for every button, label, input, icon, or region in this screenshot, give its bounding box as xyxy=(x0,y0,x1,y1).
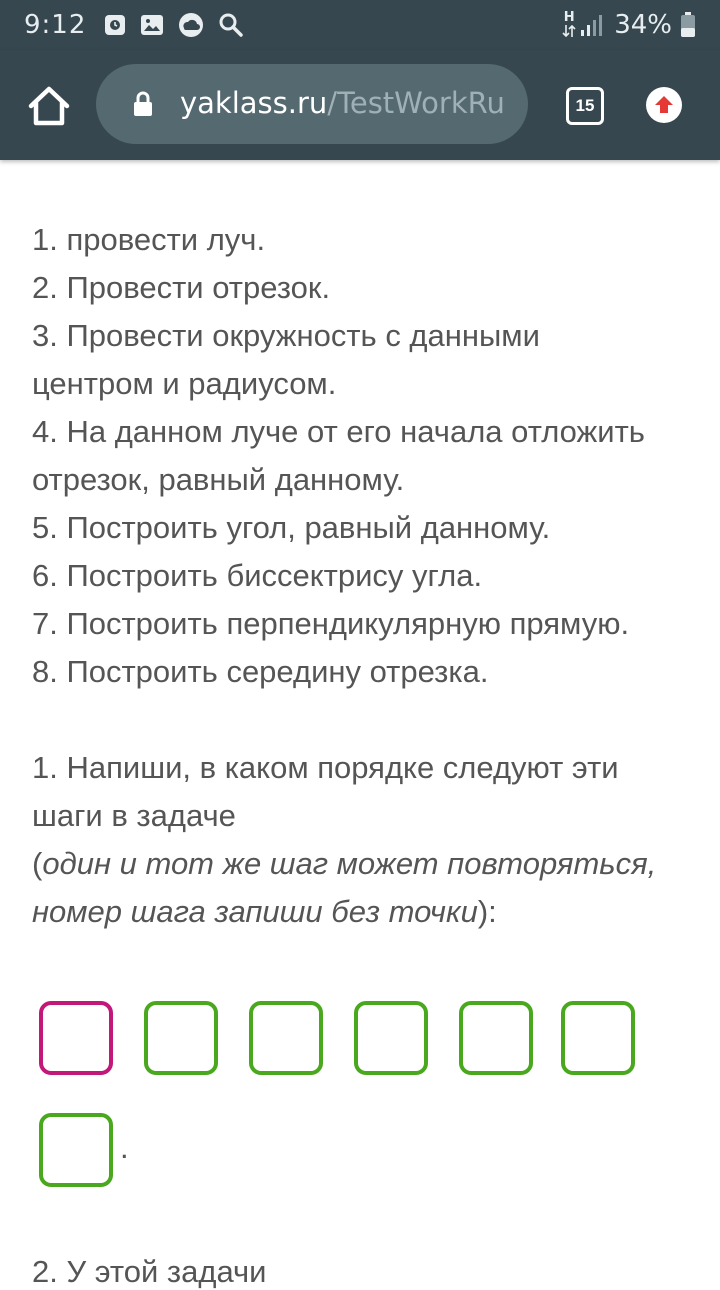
url-path: /TestWorkRu xyxy=(327,86,505,120)
step-line: отрезок, равный данному. xyxy=(32,462,405,497)
battery-icon xyxy=(680,12,696,38)
signal-icon xyxy=(580,13,604,37)
arrow-up-icon xyxy=(653,94,675,116)
answer-input-1[interactable] xyxy=(39,1001,113,1075)
task-content xyxy=(32,120,692,936)
network-letter: H xyxy=(563,10,575,25)
tab-count: 15 xyxy=(575,96,595,115)
alarm-icon xyxy=(104,14,126,36)
image-icon xyxy=(140,14,164,36)
step-line: 2. Провести отрезок. xyxy=(32,270,331,305)
lock-icon xyxy=(132,91,154,122)
search-icon xyxy=(218,12,244,38)
step-line: 3. Провести окружность с данными xyxy=(32,318,540,353)
answer-input-6[interactable] xyxy=(561,1001,635,1075)
step-line: 6. Построить биссектрису угла. xyxy=(32,558,483,593)
url-text xyxy=(180,86,505,120)
answer-input-3[interactable] xyxy=(249,1001,323,1075)
question-text: шаги в задаче xyxy=(32,798,236,833)
network-arrows-icon xyxy=(562,12,576,38)
hint-text xyxy=(32,840,692,888)
step-line: 1. провести луч. xyxy=(32,222,266,257)
step-line: 8. Построить середину отрезка. xyxy=(32,654,489,689)
answer-input-7[interactable] xyxy=(39,1113,113,1187)
status-time: 9:12 xyxy=(24,10,87,40)
answer-input-4[interactable] xyxy=(354,1001,428,1075)
hint-italic: номер шага запиши без точки xyxy=(32,894,478,929)
answer-period: . xyxy=(120,1130,129,1165)
url-domain: yaklass.ru xyxy=(180,86,328,120)
spacer xyxy=(32,168,692,216)
battery-percent: 34% xyxy=(614,10,672,40)
step-line: 5. Построить угол, равный данному. xyxy=(32,510,551,545)
answer-input-5[interactable] xyxy=(459,1001,533,1075)
hint-text xyxy=(32,888,692,936)
cloud-icon xyxy=(178,12,204,38)
question-2-partial: 2. У этой задачи xyxy=(32,1254,267,1289)
hint-paren-open: ( xyxy=(32,846,43,881)
step-line: 7. Построить перпендикулярную прямую. xyxy=(32,606,630,641)
step-line: 4. На данном луче от его начала отложить xyxy=(32,414,645,449)
spacer xyxy=(32,120,692,168)
question-text: 1. Напиши, в каком порядке следуют эти xyxy=(32,750,619,785)
hint-italic: один и тот же шаг может повторяться, xyxy=(42,846,657,881)
step-line: центром и радиусом. xyxy=(32,366,337,401)
answer-input-2[interactable] xyxy=(144,1001,218,1075)
status-right-group xyxy=(562,10,696,40)
update-button[interactable] xyxy=(646,87,682,123)
hint-paren-close: ): xyxy=(477,894,497,929)
spacer xyxy=(32,696,692,744)
status-bar xyxy=(0,0,720,50)
